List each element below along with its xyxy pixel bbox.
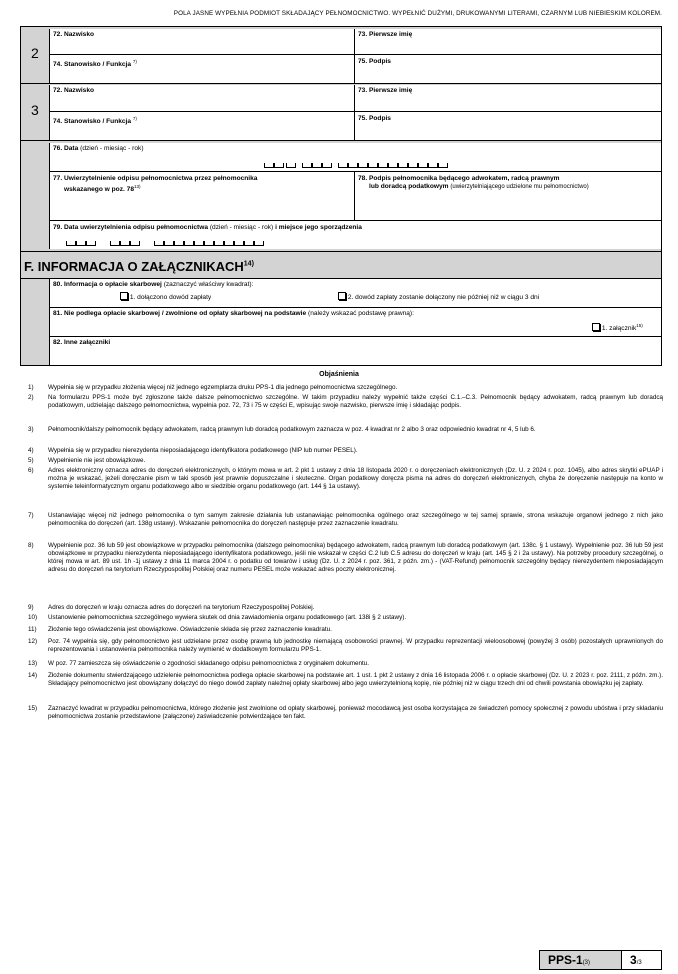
field-79-certification-date[interactable] xyxy=(49,221,661,249)
field-73-label: 73. Pierwsze imię xyxy=(358,31,413,38)
date-digit-box xyxy=(408,163,418,168)
note-number: 15) xyxy=(28,705,38,712)
row-2-number-cell xyxy=(21,27,49,83)
note-text: Adres do doręczeń w kraju oznacza adres do doręczeń na terytorium Rzeczypospolitej Polskiej. xyxy=(48,604,315,611)
form-code: PPS-1 xyxy=(548,953,583,967)
note-number: 9) xyxy=(28,604,34,611)
field-82-other-attachments[interactable] xyxy=(49,337,661,365)
field-80-fee-info xyxy=(49,279,661,307)
field-79-hint: (dzień - miesiąc - rok) xyxy=(209,224,274,231)
date-digit-box xyxy=(224,241,234,246)
footnote-ref: 13) xyxy=(134,184,141,189)
field-78-label-2: lub doradcą podatkowym xyxy=(369,183,449,190)
note-number: 7) xyxy=(28,512,34,519)
field-72-surname-2[interactable] xyxy=(49,85,355,112)
form-instruction: POLA JASNE WYPEŁNIA PODMIOT SKŁADAJĄCY PEŁNOMOCNICTWO. WYPEŁNIĆ DUŻYMI, DRUKOWANYMI LITERAMI, CZARNYM LUB NIEBIESKIM KOLOREM. xyxy=(173,10,662,17)
page-number-box xyxy=(622,950,662,970)
field-73-first-name-2[interactable] xyxy=(355,85,661,112)
note-number: 10) xyxy=(28,614,38,621)
date-digit-box xyxy=(154,241,164,246)
row-2-number: 2 xyxy=(31,45,39,61)
field-72-label: 72. Nazwisko xyxy=(53,87,95,94)
note-text: Poz. 74 wypełnia się, gdy pełnomocnictwo jest udzielane przez osobę prawną lub jednostkę niemającą osobowości prawnej. W przypadku reprezentacji wieloosobowej (powyżej 3 osób) pozostałych uprawnionych do reprezentowania i ustanowienia pełnomocnika należy wymienić w dodatkowym formularzu PPS-1. xyxy=(48,638,663,653)
date-digit-box xyxy=(368,163,378,168)
note-text: Ustanowienie pełnomocnictwa szczególnego wywiera skutek od dnia zawiadomienia organu podatkowego (art. 138i § 2 ustawy). xyxy=(48,614,407,621)
date-digit-box xyxy=(234,241,244,246)
field-73-first-name-1[interactable] xyxy=(355,29,661,55)
page-total: /3 xyxy=(636,960,642,966)
section-f-title-text: F. INFORMACJA O ZAŁĄCZNIKACH xyxy=(24,259,244,274)
field-74-label: 74. Stanowisko / Funkcja xyxy=(53,61,132,69)
field-76-hint: (dzień - miesiąc - rok) xyxy=(80,145,144,152)
date-digit-box xyxy=(86,241,96,246)
date-digit-box xyxy=(418,163,428,168)
row-3-number-cell xyxy=(21,84,49,140)
field-72-label: 72. Nazwisko xyxy=(53,31,95,38)
date-digit-box xyxy=(120,241,130,246)
date-digit-box xyxy=(274,163,284,168)
note-number: 12) xyxy=(28,638,38,645)
note-text: W poz. 77 zamieszcza się oświadczenie o zgodności składanego odpisu pełnomocnictwa z oryginałem dokumentu. xyxy=(48,660,369,667)
divider xyxy=(21,251,661,252)
attachment-option[interactable] xyxy=(592,323,643,332)
checkbox[interactable] xyxy=(592,323,600,331)
note-number: 2) xyxy=(28,394,34,401)
field-77-certification[interactable] xyxy=(49,172,355,220)
date-digit-box xyxy=(264,163,274,168)
field-74-position-1[interactable] xyxy=(49,55,355,83)
note-number: 14) xyxy=(28,672,38,679)
date-digit-box xyxy=(254,241,264,246)
field-81-hint: (należy wskazać podstawę prawną): xyxy=(308,310,414,317)
note-text: Złożenie dokumentu stwierdzającego udzielenie pełnomocnictwa podlega opłacie skarbowej na podstawie art. 1 ust. 1 pkt 2 ustawy z dnia 16 listopada 2006 r. o opłacie skarbowej (Dz. U. z 2023 r. poz. 2111, z późn. zm.). Składający pełnomocnictwo jest obowiązany dołączyć do niego dowód zapłaty należnej opłaty skarbowej albo jego uwierzytelnioną kopię, nie później niż w ciągu trzech dni od chwili powstania obowiązku jej zapłaty. xyxy=(48,672,663,687)
field-80-hint: (zaznaczyć właściwy kwadrat): xyxy=(163,281,254,288)
checkbox[interactable] xyxy=(338,292,346,300)
date-digit-box xyxy=(174,241,184,246)
field-76-date[interactable] xyxy=(49,143,661,171)
note-text: Złożenie tego oświadczenia jest obowiązkowe. Oświadczenie składa się przez zaznaczenie kwadratu. xyxy=(48,626,332,633)
page-number: 3 xyxy=(630,953,637,967)
date-digit-box xyxy=(338,163,348,168)
note-text: Wypełnia się w przypadku nierezydenta nieposiadającego identyfikatora podatkowego (NIP lub numer PESEL). xyxy=(48,447,358,454)
field-77-label: 77. Uwierzytelnienie odpisu pełnomocnictwa przez pełnomocnika xyxy=(53,175,258,182)
note-text: Wypełnia się w przypadku złożenia więcej niż jednego egzemplarza druku PPS-1 dla jednego pełnomocnictwa szczególnego. xyxy=(48,384,398,391)
date-digit-box xyxy=(312,163,322,168)
row-3-number: 3 xyxy=(31,102,39,118)
date-digit-box xyxy=(164,241,174,246)
divider xyxy=(21,140,661,141)
field-79-label-end: i miejsce jego sporządzenia xyxy=(275,224,362,231)
note-number: 11) xyxy=(28,626,37,633)
note-number: 6) xyxy=(28,467,34,474)
field-73-label: 73. Pierwsze imię xyxy=(358,87,413,94)
date-digit-box xyxy=(322,163,332,168)
date-digit-box xyxy=(438,163,448,168)
footnote-ref: 7) xyxy=(132,116,137,121)
date-digit-box xyxy=(358,163,368,168)
attachment-option-label: 1. załącznik xyxy=(601,325,637,333)
divider xyxy=(21,83,661,84)
field-75-label: 75. Podpis xyxy=(358,58,391,65)
note-text: Wypełnienie nie jest obowiązkowe. xyxy=(48,457,146,464)
date-digit-box xyxy=(348,163,358,168)
form-table xyxy=(20,26,662,366)
footnote-ref: 7) xyxy=(132,59,137,64)
date-digit-box xyxy=(130,241,140,246)
field-76-label: 76. Data xyxy=(53,145,79,152)
footnote-ref: 14) xyxy=(243,260,254,268)
checkbox[interactable] xyxy=(120,292,128,300)
date-digit-box xyxy=(302,163,312,168)
date-digit-box xyxy=(110,241,120,246)
date-digit-box xyxy=(204,241,214,246)
date-digit-box xyxy=(398,163,408,168)
date-digit-box xyxy=(388,163,398,168)
date-digit-box xyxy=(184,241,194,246)
note-number: 4) xyxy=(28,447,34,454)
field-79-label: 79. Data uwierzytelnienia odpisu pełnomocnictwa xyxy=(53,224,208,231)
note-text: Na formularzu PPS-1 może być zgłoszone także dalsze pełnomocnictwo szczególne. W takim przypadku należy wypełnić także części C.1.–C.3. Pełnomocnik będący adwokatem, radcą prawnym lub doradcą podatkowym, udzielając dalszego pełnomocnictwa, wypełnia poz. 72, 73 i 75 w części E, wpisując swoje nazwisko, pierwsze imię i składając podpis. xyxy=(48,394,663,409)
note-text: Wypełnienie poz. 36 lub 59 jest obowiązkowe w przypadku pełnomocnika (dalszego pełnomocnika) będącego adwokatem, radcą prawnym lub doradcą podatkowym (art. 138c. § 1 ustawy). Wypełnienie poz. 36 lub 59 jest obowiązkowe w przypadku nierezydenta nieposiadającego identyfikatora podatkowego, jeśli nie wskazał w części C.2 lub C.5 adresu do doręczeń w kraju (art. 145 § 2 i 2a ustawy). Na potrzeby procedury szczególnej, o której mowa w art. 89 ust. 1h -1j ustawy z dnia 11 marca 2004 r. o podatku od towarów i usług (Dz. U. z 2024 r. poz. 361, z późn. zm.) - (VAT-Refund) pełnomocnik szczególny będący nierezydentem nieposiadającym adresu do doręczeń na terytorium Rzeczypospolitej Polskiej oraz numeru PESEL może wskazać adres poczty elektronicznej. xyxy=(48,542,663,573)
date-digit-box xyxy=(378,163,388,168)
field-80-label: 80. Informacja o opłacie skarbowej xyxy=(53,281,162,288)
fee-option-1-label: 1. dołączono dowód zapłaty xyxy=(129,294,212,301)
section-f-title xyxy=(24,259,254,274)
field-75-signature-1[interactable] xyxy=(355,55,661,83)
note-number: 1) xyxy=(28,384,34,391)
fee-option-2-label: 2. dowód zapłaty zostanie dołączony nie później niż w ciągu 3 dni xyxy=(347,294,540,301)
field-75-label: 75. Podpis xyxy=(358,115,391,122)
field-74-position-2[interactable] xyxy=(49,112,355,140)
fee-option-1[interactable] xyxy=(120,292,211,301)
note-number: 3) xyxy=(28,426,34,433)
field-81-fee-exemption[interactable] xyxy=(49,308,661,336)
date-digit-box xyxy=(194,241,204,246)
note-text: Ustanawiając więcej niż jednego pełnomocnika o tym samym zakresie działania lub ustanawiając pełnomocnika ogólnego oraz szczególnego w tej samej sprawie, strona wskazuje organowi jednego z nich jako pełnomocnika do doręczeń (art. 138g ustawy). Wskazanie pełnomocnika do doręczeń następuje przez zaznaczenie kwadratu. xyxy=(48,512,663,527)
note-number: 8) xyxy=(28,542,34,549)
note-number: 13) xyxy=(28,660,38,667)
date-digit-box xyxy=(214,241,224,246)
date-digit-box xyxy=(76,241,86,246)
field-72-surname-1[interactable] xyxy=(49,29,355,55)
date-digit-box xyxy=(286,163,296,168)
field-77-label-2: wskazanego w poz. 78 xyxy=(64,186,134,194)
note-text: Adres elektroniczny oznacza adres do doręczeń elektronicznych, o którym mowa w art. 2 pkt 1 ustawy z dnia 18 listopada 2020 r. o doręczeniach elektronicznych (Dz. U. z 2024 r. poz. 1045), albo adres skrytki ePUAP i można je wskazać, jeżeli doręczanie pism w taki sposób jest prawnie dopuszczalne i skuteczne. Organ podatkowy doręcza pisma na adres do doręczeń elektronicznych, chyba że doręczenie następuje na konto w systemie teleinformatycznym organu podatkowego albo w siedzibie organu podatkowego (art. 144 § 1a ustawy). xyxy=(48,467,663,490)
footnote-ref: 15) xyxy=(636,323,643,328)
notes-title: Objaśnienia xyxy=(319,371,359,378)
date-digit-box xyxy=(428,163,438,168)
field-82-label: 82. Inne załączniki xyxy=(53,339,111,346)
note-text: Pełnomocnik/dalszy pełnomocnik będący adwokatem, radcą prawnym lub doradcą podatkowym zaznacza w poz. 4 kwadrat nr 2 albo 3 oraz odpowiednio kwadrat nr 4, 5 lub 6. xyxy=(48,426,536,433)
form-version: (3) xyxy=(582,960,591,966)
date-digit-box xyxy=(244,241,254,246)
fee-option-2[interactable] xyxy=(338,292,539,301)
field-78-hint: (uwierzytelniającego udzielone mu pełnomocnictwo) xyxy=(450,184,589,190)
field-78-signature[interactable] xyxy=(355,172,661,220)
field-75-signature-2[interactable] xyxy=(355,112,661,140)
form-code-box xyxy=(539,950,622,970)
note-text: Zaznaczyć kwadrat w przypadku pełnomocnictwa, którego złożenie jest zwolnione od opłaty skarbowej, ponieważ mocodawcą jest osoba korzystająca ze świadczeń pomocy społecznej z powodu ubóstwa i przy składaniu pełnomocnictwa zostanie przedstawione (załączone) zaświadczenie potwierdzające ten fakt. xyxy=(48,705,663,720)
note-number: 5) xyxy=(28,457,34,464)
date-digit-box xyxy=(66,241,76,246)
field-78-label: 78. Podpis pełnomocnika będącego adwokatem, radcą prawnym xyxy=(358,175,560,182)
field-74-label: 74. Stanowisko / Funkcja xyxy=(53,118,132,126)
field-81-label: 81. Nie podlega opłacie skarbowej / zwolnione od opłaty skarbowej na podstawie xyxy=(53,310,307,317)
